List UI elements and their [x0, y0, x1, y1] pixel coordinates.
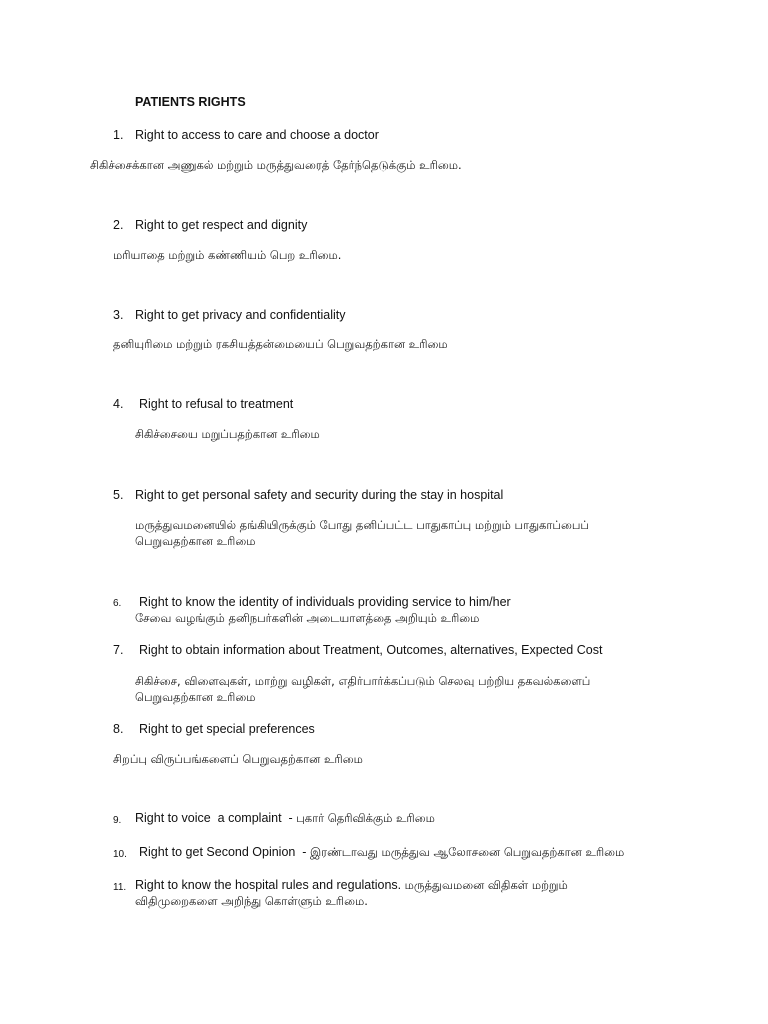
item-number: 11.: [113, 882, 127, 893]
right-tamil: மருத்துவமனை விதிகள் மற்றும்: [404, 878, 568, 892]
right-english: Right to get personal safety and security during the stay in hospital: [135, 488, 504, 502]
item-number: 9.: [113, 815, 122, 826]
item-line: [135, 877, 568, 894]
right-tamil: சிகிச்சையை மறுப்பதற்கான உரிமை: [135, 427, 320, 441]
item-number: 2.: [113, 218, 124, 232]
right-english: Right to get privacy and confidentiality: [135, 308, 346, 322]
right-english: Right to get respect and dignity: [135, 218, 308, 232]
item-number: 7.: [113, 643, 124, 657]
right-english: Right to access to care and choose a doctor: [135, 128, 379, 142]
right-tamil: மருத்துவமனையில் தங்கியிருக்கும் போது தனிப்பட்ட பாதுகாப்பு மற்றும் பாதுகாப்பைப்: [135, 518, 589, 532]
right-tamil: சிகிச்சைக்கான அணுகல் மற்றும் மருத்துவரைத் தேர்ந்தெடுக்கும் உரிமை.: [90, 158, 462, 172]
right-tamil-line2: விதிமுறைகளை அறிந்து கொள்ளும் உரிமை.: [135, 894, 368, 908]
page-title: PATIENTS RIGHTS: [135, 95, 246, 109]
right-tamil: சிறப்பு விருப்பங்களைப் பெறுவதற்கான உரிமை: [113, 752, 363, 766]
right-english: Right to get Second Opinion -: [139, 845, 310, 859]
item-number: 5.: [113, 488, 124, 502]
right-english: Right to refusal to treatment: [139, 397, 294, 411]
right-english: Right to get special preferences: [139, 722, 315, 736]
item-line: [139, 844, 624, 861]
right-tamil: புகார் தெரிவிக்கும் உரிமை: [296, 811, 435, 825]
right-tamil: இரண்டாவது மருத்துவ ஆலோசனை பெறுவதற்கான உரிமை: [309, 845, 625, 859]
right-tamil-line2: பெறுவதற்கான உரிமை: [135, 534, 256, 548]
right-tamil: மரியாதை மற்றும் கண்ணியம் பெற உரிமை.: [113, 248, 342, 262]
right-tamil: சேவை வழங்கும் தனிநபர்களின் அடையாளத்தை அறியும் உரிமை: [135, 611, 480, 625]
right-english: Right to know the identity of individuals providing service to him/her: [139, 595, 511, 609]
item-number: 3.: [113, 308, 124, 322]
right-tamil: தனியுரிமை மற்றும் ரகசியத்தன்மையைப் பெறுவதற்கான உரிமை: [113, 337, 448, 351]
right-english: Right to voice a complaint -: [135, 811, 297, 825]
item-number: 6.: [113, 598, 122, 609]
item-number: 8.: [113, 722, 124, 736]
item-number: 1.: [113, 128, 124, 142]
item-line: [135, 810, 435, 827]
item-number: 10.: [113, 849, 127, 860]
right-tamil-line2: பெறுவதற்கான உரிமை: [135, 690, 256, 704]
right-tamil: சிகிச்சை, விளைவுகள், மாற்று வழிகள், எதிர்பார்க்கப்படும் செலவு பற்றிய தகவல்களைப்: [135, 674, 591, 688]
item-number: 4.: [113, 397, 124, 411]
right-english: Right to know the hospital rules and regulations.: [135, 878, 405, 892]
right-english: Right to obtain information about Treatment, Outcomes, alternatives, Expected Cost: [139, 643, 603, 657]
